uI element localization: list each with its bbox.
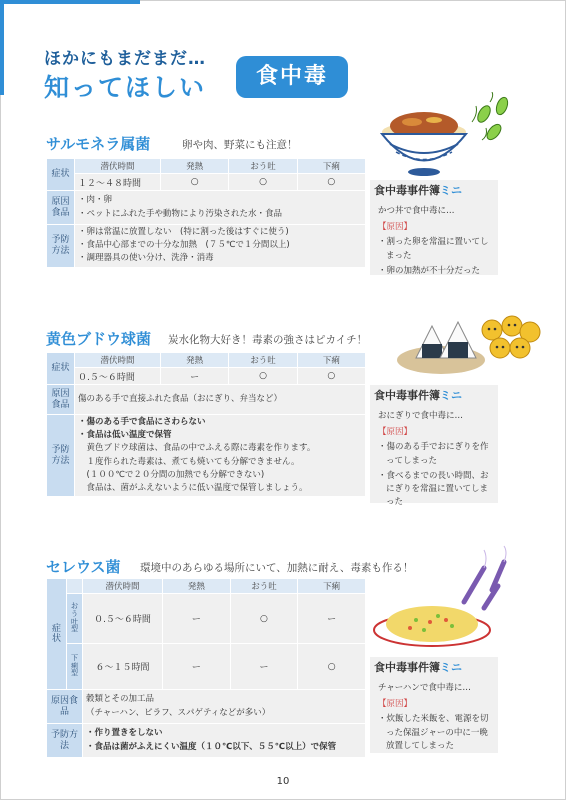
fried-rice-illustration	[372, 540, 522, 652]
onigiri-illustration	[396, 308, 546, 386]
mini-case-cause: ・割った卵を常温に置いてしまった	[378, 237, 489, 261]
mini-case-cause-label: 【原因】	[378, 427, 413, 438]
mini-case-summary: チャーハンで食中毒に…	[378, 683, 471, 693]
vomit-value: ー	[230, 644, 298, 690]
mini-case-accent: ミニ	[440, 661, 462, 674]
incubation-value: ０.５～６時間	[83, 594, 163, 644]
salmonella-title: サルモネラ属菌	[46, 135, 151, 153]
prevention-value	[75, 225, 366, 268]
cereus-table	[46, 578, 366, 758]
prevention-item: ・調理器具の使い分け、洗浄・消毒	[78, 253, 214, 264]
fever-value: ー	[163, 644, 231, 690]
prevention-item: ・卵は常温に放置しない (特に割った後はすぐに使う)	[78, 227, 289, 237]
diarrhea-header: 下痢	[297, 159, 365, 174]
salmonella-subtitle: 卵や肉、野菜にも注意！	[182, 139, 298, 151]
diarrhea-value: ー	[298, 594, 366, 644]
food-item: （チャーハン、ピラフ、スパゲティなどが多い）	[86, 707, 271, 718]
incubation-header: 潜伏時間	[75, 159, 161, 174]
mini-case-title: 食中毒事件簿	[374, 389, 440, 402]
staph-table	[46, 352, 366, 497]
vomit-value: ○	[229, 174, 297, 191]
cause-food-value: 傷のある手で直接ふれた食品（おにぎり、弁当など）	[75, 385, 366, 415]
header-line-2: 知ってほしい	[44, 73, 207, 102]
symptoms-label: 症状	[47, 579, 67, 690]
prevention-item: ・作り置きをしない	[86, 728, 163, 739]
diarrhea-header: 下痢	[298, 579, 366, 594]
prevention-value	[83, 724, 366, 758]
mini-case-accent: ミニ	[440, 184, 462, 197]
food-item: ・ペットにふれた手や動物により汚染された水・食品	[78, 208, 283, 219]
diarrhea-header: 下痢	[297, 353, 365, 368]
cereus-title: セレウス菌	[46, 558, 121, 576]
cause-food-label: 原因食品	[47, 385, 75, 415]
katsudon-illustration	[372, 92, 522, 184]
incubation-header: 潜伏時間	[83, 579, 163, 594]
mini-case-summary: おにぎりで食中毒に…	[378, 411, 464, 421]
prevention-item: 食品は、菌がふえないように低い温度で保管しましょう。	[78, 482, 308, 493]
fever-value: ー	[163, 594, 231, 644]
mini-case-title: 食中毒事件簿	[374, 661, 440, 674]
food-item: 穀類とその加工品	[86, 694, 155, 705]
diarrhea-value: ○	[297, 174, 365, 191]
mini-case-cause: ・炊飯した米飯を、電源を切った保温ジャーの中に一晩放置してしまった	[378, 714, 489, 751]
staph-title: 黄色ブドウ球菌	[46, 330, 152, 348]
mini-case-cause-label: 【原因】	[378, 222, 413, 233]
corner-bar-left	[0, 0, 4, 95]
mini-case-cause: ・食べるまでの長い時間、おにぎりを常温に置いてしまった	[378, 470, 489, 508]
mini-case-cause-label: 【原因】	[378, 699, 413, 710]
corner-bar-top	[0, 0, 140, 4]
mini-case-cause: ・卵の加熱が不十分だった	[378, 265, 481, 276]
cause-food-value	[75, 191, 366, 225]
incubation-header: 潜伏時間	[75, 353, 161, 368]
mini-case-heading	[370, 385, 498, 407]
prevention-item: ・食品中心部までの十分な加熱 (７５℃で１分間以上)	[78, 240, 290, 251]
diarrhea-value: ○	[297, 368, 365, 385]
prevention-value	[75, 415, 366, 497]
prevention-item: １度作られた毒素は、煮ても焼いても分解できません。	[78, 456, 300, 467]
vomit-header: おう吐	[229, 353, 297, 368]
mini-case-heading	[370, 180, 498, 202]
prevention-label: 予防方法	[47, 415, 75, 497]
diarrhea-value: ○	[298, 644, 366, 690]
vomit-header: おう吐	[230, 579, 298, 594]
salmonella-mini-case	[370, 180, 498, 275]
prevention-item: ・食品は低い温度で保管	[78, 430, 172, 441]
symptoms-label: 症状	[47, 353, 75, 385]
prevention-label: 予防方法	[47, 724, 83, 758]
mini-case-title: 食中毒事件簿	[374, 184, 440, 197]
mini-case-accent: ミニ	[440, 389, 462, 402]
prevention-item: (１００℃で２０分間の加熱でも分解できない)	[78, 469, 265, 480]
salmonella-table	[46, 158, 366, 268]
fever-header: 発熱	[163, 579, 231, 594]
vomit-type-label: おう吐型	[67, 594, 83, 644]
vomit-value: ○	[230, 594, 298, 644]
fever-value: ー	[161, 368, 229, 385]
prevention-item: ・傷のある手で食品にさわらない	[78, 417, 206, 427]
prevention-item: 黄色ブドウ球菌は、食品の中でふえる際に毒素を作ります。	[78, 443, 316, 454]
mini-case-heading	[370, 657, 498, 679]
cause-food-value	[83, 690, 366, 724]
prevention-item: ・食品は菌がふえにくい温度（１０℃以下、５５℃以上）で保管	[86, 741, 337, 752]
cause-food-label: 原因食品	[47, 191, 75, 225]
prevention-label: 予防方法	[47, 225, 75, 268]
header-badge: 食中毒	[236, 56, 348, 98]
cereus-mini-case	[370, 657, 498, 753]
fever-header: 発熱	[161, 159, 229, 174]
staph-mini-case	[370, 385, 498, 508]
food-item: ・肉・卵	[78, 195, 113, 206]
incubation-value: ６～１５時間	[83, 644, 163, 690]
diarrhea-type-label: 下痢型	[67, 644, 83, 690]
vomit-value: ○	[229, 368, 297, 385]
blank-header	[67, 579, 83, 594]
page-number: 10	[276, 776, 290, 787]
fever-value: ○	[161, 174, 229, 191]
header-line-1: ほかにもまだまだ…	[44, 49, 206, 69]
mini-case-cause: ・傷のある手でおにぎりを作ってしまった	[378, 442, 489, 466]
cause-food-label: 原因食品	[47, 690, 83, 724]
symptoms-label: 症状	[47, 159, 75, 191]
incubation-value: １２～４８時間	[75, 174, 161, 191]
incubation-value: ０.５～６時間	[75, 368, 161, 385]
mini-case-summary: かつ丼で食中毒に…	[378, 206, 455, 216]
cereus-subtitle: 環境中のあらゆる場所にいて、加熱に耐え、毒素も作る！	[140, 562, 414, 574]
vomit-header: おう吐	[229, 159, 297, 174]
staph-subtitle: 炭水化物大好き！毒素の強さはピカイチ！	[168, 334, 368, 346]
fever-header: 発熱	[161, 353, 229, 368]
